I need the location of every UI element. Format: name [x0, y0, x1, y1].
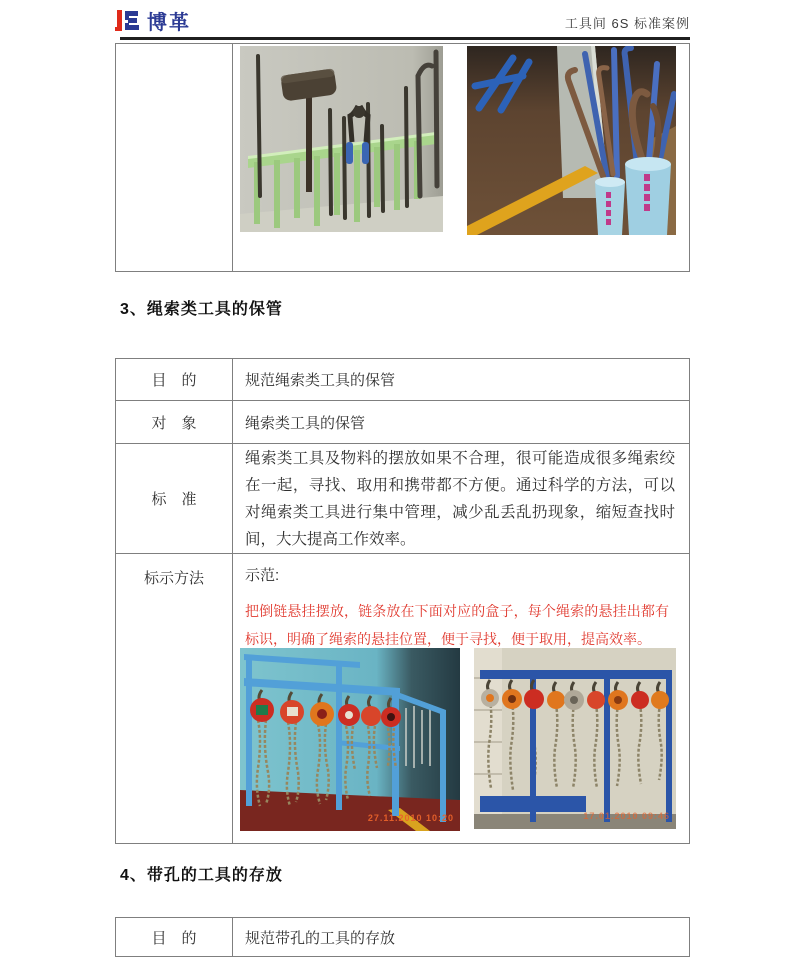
standard-label: 标 准 [116, 444, 233, 553]
object-value: 绳索类工具的保管 [245, 414, 366, 432]
photo-crowbars-in-blue-pipes [467, 46, 676, 235]
marking-note-red: 把倒链悬挂摆放，链条放在下面对应的盒子，每个绳索的悬挂出都有标识，明确了绳索的悬挂位置，便于寻找，便于取用，提高效率。 [245, 603, 669, 647]
marking-method-label: 标示方法 [116, 554, 233, 843]
photo-tools-on-green-rack [240, 46, 443, 232]
marking-method-cell [233, 554, 689, 843]
photo-timestamp: 27.11.2010 10:20 [367, 813, 454, 823]
table-row [116, 44, 689, 271]
object-row [116, 401, 689, 444]
standard-text: 绳索类工具及物料的摆放如果不合理，很可能造成很多绳索绞在一起，寻找、取用和携带都不方便。通过科学的方法，可以对绳索类工具进行集中管理，减少乱丢乱扔现象，缩短查找时间，大大提高工作效率。 [245, 449, 675, 548]
purpose-label: 目 的 [116, 918, 233, 956]
section4-heading: 4、带孔的工具的存放 [120, 867, 283, 884]
object-label: 对 象 [116, 401, 233, 443]
demo-label: 示范: [245, 567, 280, 584]
empty-label-cell [116, 44, 233, 271]
section3-heading: 3、绳索类工具的保管 [120, 301, 283, 318]
marking-method-row [116, 554, 689, 843]
boge-logo-icon [115, 7, 142, 34]
document-title: 工具间 6S 标准案例 [564, 16, 690, 31]
purpose-value: 规范绳索类工具的保管 [245, 372, 396, 389]
standard-value [233, 444, 689, 553]
holed-tools-table [115, 917, 690, 957]
photo-timestamp: 17.01.2010 09:46 [583, 811, 670, 821]
logo-text: 博革 [147, 11, 191, 34]
photo-chain-hoists-rack [240, 648, 460, 831]
photos-cell [233, 44, 689, 271]
standard-row [116, 444, 689, 554]
rope-tools-table [115, 358, 690, 844]
purpose-label: 目 的 [116, 359, 233, 400]
boge-logo [115, 5, 191, 35]
purpose-value: 规范带孔的工具的存放 [245, 929, 396, 947]
purpose-row [116, 918, 689, 956]
tool-photos-table [115, 43, 690, 272]
photo-chain-hoists-rail [474, 648, 676, 829]
purpose-row [116, 359, 689, 401]
header-rule [120, 37, 690, 40]
